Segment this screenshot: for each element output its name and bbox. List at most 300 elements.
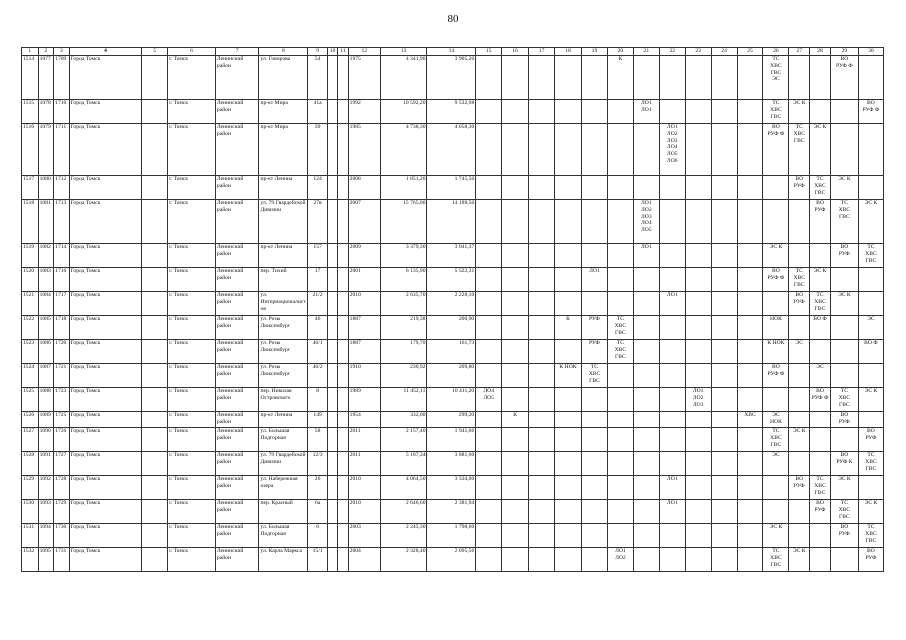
cell-col-10 xyxy=(327,268,337,292)
cell-col-13: 4 064,50 xyxy=(380,476,427,500)
cell-col-8: ул. 79 Гвардейской Дивизии xyxy=(259,452,308,476)
cell-col-13: 6 135,90 xyxy=(380,268,427,292)
cell-col-6: г. Томск xyxy=(168,524,216,548)
cell-col-2: 1079 xyxy=(38,124,54,176)
cell-col-23 xyxy=(685,292,711,316)
cell-col-11 xyxy=(338,364,348,388)
cell-col-17 xyxy=(529,500,555,524)
column-number-17: 17 xyxy=(529,48,555,56)
column-number-14: 14 xyxy=(427,48,476,56)
cell-col-4: Город Томск xyxy=(69,452,142,476)
cell-col-11 xyxy=(338,176,348,200)
cell-col-6: г. Томск xyxy=(168,200,216,244)
cell-col-16 xyxy=(502,100,529,124)
cell-col-5 xyxy=(142,476,168,500)
column-number-18: 18 xyxy=(555,48,582,56)
column-number-27: 27 xyxy=(789,48,810,56)
cell-col-14: 9 532,98 xyxy=(427,100,476,124)
cell-col-29: ТС ХВС ГВС xyxy=(830,388,858,412)
cell-col-29: ЭС К xyxy=(830,176,858,200)
cell-col-13: 2 646,60 xyxy=(380,500,427,524)
cell-col-30 xyxy=(858,292,883,316)
cell-col-21 xyxy=(633,316,659,340)
cell-col-7: Ленинский район xyxy=(215,428,259,452)
cell-col-19 xyxy=(582,244,608,268)
cell-col-29 xyxy=(830,548,858,572)
cell-col-27: ТС ХВС ГВС xyxy=(789,268,810,292)
cell-col-23 xyxy=(685,428,711,452)
cell-col-17 xyxy=(529,124,555,176)
cell-col-19 xyxy=(582,412,608,428)
cell-col-7: Ленинский район xyxy=(215,412,259,428)
column-number-28: 28 xyxy=(810,48,831,56)
cell-col-6: г. Томск xyxy=(168,176,216,200)
cell-col-18 xyxy=(555,476,582,500)
cell-col-27 xyxy=(789,364,810,388)
cell-col-23 xyxy=(685,500,711,524)
cell-col-30 xyxy=(858,476,883,500)
cell-col-8: пер. Николая Островского xyxy=(259,388,308,412)
cell-col-4: Город Томск xyxy=(69,56,142,100)
cell-col-28 xyxy=(810,524,831,548)
cell-col-21 xyxy=(633,500,659,524)
cell-col-9: 17 xyxy=(308,268,328,292)
column-number-21: 21 xyxy=(633,48,659,56)
cell-col-21 xyxy=(633,428,659,452)
cell-col-14: 2 228,10 xyxy=(427,292,476,316)
cell-col-25 xyxy=(737,548,763,572)
cell-col-5 xyxy=(142,268,168,292)
table-row xyxy=(22,388,884,412)
column-number-30: 30 xyxy=(858,48,883,56)
cell-col-6: г. Томск xyxy=(168,268,216,292)
cell-col-19 xyxy=(582,292,608,316)
register-table xyxy=(21,47,884,572)
cell-col-14: 161,73 xyxy=(427,340,476,364)
cell-col-15 xyxy=(476,100,502,124)
cell-col-28 xyxy=(810,428,831,452)
cell-col-23 xyxy=(685,100,711,124)
table-row xyxy=(22,100,884,124)
cell-col-26: ВО РУФ Ф xyxy=(763,268,789,292)
cell-col-3: 1725 xyxy=(54,412,70,428)
cell-col-5 xyxy=(142,244,168,268)
cell-col-2: 1078 xyxy=(38,100,54,124)
cell-col-18 xyxy=(555,412,582,428)
cell-col-27: ЭС К xyxy=(789,428,810,452)
cell-col-8: ул. Набережная озера xyxy=(259,476,308,500)
cell-col-2: 1083 xyxy=(38,268,54,292)
cell-col-15 xyxy=(476,412,502,428)
cell-col-30 xyxy=(858,56,883,100)
cell-col-2: 1086 xyxy=(38,340,54,364)
cell-col-19 xyxy=(582,388,608,412)
cell-col-21: ЛО1 ЛО2 ЛО3 ЛО4 ЛО5 xyxy=(633,200,659,244)
cell-col-10 xyxy=(327,452,337,476)
cell-col-16 xyxy=(502,200,529,244)
cell-col-11 xyxy=(338,124,348,176)
cell-col-26 xyxy=(763,176,789,200)
cell-col-11 xyxy=(338,452,348,476)
cell-col-12: 1985 xyxy=(348,124,380,176)
cell-col-5 xyxy=(142,452,168,476)
cell-col-10 xyxy=(327,100,337,124)
cell-col-17 xyxy=(529,268,555,292)
cell-col-6: г. Томск xyxy=(168,500,216,524)
cell-col-13: 2 328,40 xyxy=(380,548,427,572)
cell-col-4: Город Томск xyxy=(69,412,142,428)
cell-col-7: Ленинский район xyxy=(215,56,259,100)
cell-col-17 xyxy=(529,452,555,476)
cell-col-21 xyxy=(633,476,659,500)
cell-col-17 xyxy=(529,364,555,388)
cell-col-24 xyxy=(711,412,737,428)
cell-col-21 xyxy=(633,412,659,428)
cell-col-6: г. Томск xyxy=(168,428,216,452)
cell-col-30: ТС ХВС ГВС xyxy=(858,524,883,548)
table-row xyxy=(22,292,884,316)
cell-col-7: Ленинский район xyxy=(215,548,259,572)
cell-col-7: Ленинский район xyxy=(215,292,259,316)
cell-col-21 xyxy=(633,292,659,316)
cell-col-15 xyxy=(476,244,502,268)
cell-col-16 xyxy=(502,124,529,176)
cell-col-11 xyxy=(338,292,348,316)
cell-col-26 xyxy=(763,388,789,412)
cell-col-3: 1718 xyxy=(54,316,70,340)
cell-col-25 xyxy=(737,340,763,364)
cell-col-30: ТС ХВС ГВС xyxy=(858,452,883,476)
cell-col-24 xyxy=(711,452,737,476)
cell-col-29: ВО РУФ xyxy=(830,524,858,548)
cell-col-25 xyxy=(737,388,763,412)
cell-col-6: г. Томск xyxy=(168,244,216,268)
cell-col-28: ЭС К xyxy=(810,268,831,292)
column-number-20: 20 xyxy=(607,48,633,56)
cell-col-13: 230,92 xyxy=(380,364,427,388)
cell-col-11 xyxy=(338,200,348,244)
cell-col-24 xyxy=(711,388,737,412)
cell-col-11 xyxy=(338,476,348,500)
cell-col-1: 1525 xyxy=(22,388,39,412)
cell-col-11 xyxy=(338,412,348,428)
cell-col-10 xyxy=(327,316,337,340)
cell-col-29 xyxy=(830,364,858,388)
cell-col-14: 299,20 xyxy=(427,412,476,428)
cell-col-22: ЛО1 xyxy=(659,476,685,500)
cell-col-19 xyxy=(582,500,608,524)
cell-col-2: 1092 xyxy=(38,476,54,500)
cell-col-16: К xyxy=(502,412,529,428)
cell-col-12: 2007 xyxy=(348,200,380,244)
cell-col-20 xyxy=(607,452,633,476)
cell-col-16 xyxy=(502,244,529,268)
cell-col-16 xyxy=(502,452,529,476)
cell-col-27 xyxy=(789,412,810,428)
cell-col-1: 1529 xyxy=(22,476,39,500)
cell-col-1: 1519 xyxy=(22,244,39,268)
cell-col-9: 26 xyxy=(308,476,328,500)
cell-col-1: 1515 xyxy=(22,100,39,124)
cell-col-20: ЛО1 ЛО2 xyxy=(607,548,633,572)
cell-col-21: ЛО1 ЛО1 xyxy=(633,100,659,124)
cell-col-10 xyxy=(327,200,337,244)
cell-col-3: 1716 xyxy=(54,268,70,292)
cell-col-22 xyxy=(659,176,685,200)
cell-col-25 xyxy=(737,500,763,524)
cell-col-16 xyxy=(502,56,529,100)
cell-col-25 xyxy=(737,316,763,340)
cell-col-23 xyxy=(685,124,711,176)
cell-col-5 xyxy=(142,316,168,340)
cell-col-1: 1532 xyxy=(22,548,39,572)
column-number-7: 7 xyxy=(215,48,259,56)
cell-col-29 xyxy=(830,100,858,124)
cell-col-21 xyxy=(633,388,659,412)
column-number-24: 24 xyxy=(711,48,737,56)
cell-col-11 xyxy=(338,500,348,524)
cell-col-27: ВО РУФ xyxy=(789,292,810,316)
cell-col-19 xyxy=(582,548,608,572)
cell-col-28: ВО РУФ xyxy=(810,200,831,244)
cell-col-17 xyxy=(529,244,555,268)
cell-col-22 xyxy=(659,524,685,548)
cell-col-25 xyxy=(737,524,763,548)
cell-col-17 xyxy=(529,292,555,316)
cell-col-15 xyxy=(476,428,502,452)
cell-col-17 xyxy=(529,340,555,364)
cell-col-24 xyxy=(711,316,737,340)
cell-col-11 xyxy=(338,428,348,452)
cell-col-4: Город Томск xyxy=(69,100,142,124)
table-row xyxy=(22,548,884,572)
cell-col-8: пр-кт Ленина xyxy=(259,176,308,200)
column-number-5: 5 xyxy=(142,48,168,56)
cell-col-7: Ленинский район xyxy=(215,316,259,340)
cell-col-19 xyxy=(582,200,608,244)
cell-col-27 xyxy=(789,388,810,412)
cell-col-18: К xyxy=(555,316,582,340)
cell-col-5 xyxy=(142,412,168,428)
cell-col-27 xyxy=(789,316,810,340)
cell-col-1: 1520 xyxy=(22,268,39,292)
cell-col-23: ЛО1 ЛО2 ЛО3 xyxy=(685,388,711,412)
cell-col-10 xyxy=(327,56,337,100)
cell-col-29: ВО РУФ Ф xyxy=(830,56,858,100)
cell-col-27 xyxy=(789,200,810,244)
cell-col-16 xyxy=(502,476,529,500)
cell-col-3: 1713 xyxy=(54,200,70,244)
cell-col-13: 179,70 xyxy=(380,340,427,364)
cell-col-10 xyxy=(327,476,337,500)
column-number-2: 2 xyxy=(38,48,54,56)
cell-col-15 xyxy=(476,340,502,364)
cell-col-29: ВО РУФ xyxy=(830,412,858,428)
cell-col-24 xyxy=(711,56,737,100)
cell-col-28: ВО Ф xyxy=(810,316,831,340)
cell-col-14: 2 095,56 xyxy=(427,548,476,572)
cell-col-16 xyxy=(502,364,529,388)
cell-col-3: 1721 xyxy=(54,364,70,388)
cell-col-7: Ленинский район xyxy=(215,388,259,412)
cell-col-3: 1723 xyxy=(54,388,70,412)
cell-col-13: 219,38 xyxy=(380,316,427,340)
cell-col-27: ВО РУФ xyxy=(789,476,810,500)
cell-col-12: 2008 xyxy=(348,176,380,200)
cell-col-24 xyxy=(711,292,737,316)
cell-col-14: 4 058,30 xyxy=(427,124,476,176)
cell-col-4: Город Томск xyxy=(69,428,142,452)
cell-col-13: 4 341,90 xyxy=(380,56,427,100)
cell-col-3: 1714 xyxy=(54,244,70,268)
cell-col-16 xyxy=(502,500,529,524)
cell-col-1: 1517 xyxy=(22,176,39,200)
cell-col-15 xyxy=(476,268,502,292)
cell-col-6: г. Томск xyxy=(168,452,216,476)
cell-col-5 xyxy=(142,388,168,412)
cell-col-23 xyxy=(685,268,711,292)
cell-col-26: К НОК xyxy=(763,340,789,364)
cell-col-19: ЛО1 xyxy=(582,268,608,292)
cell-col-22: ЛО1 xyxy=(659,500,685,524)
cell-col-29 xyxy=(830,268,858,292)
cell-col-5 xyxy=(142,548,168,572)
cell-col-3: 1728 xyxy=(54,476,70,500)
cell-col-30 xyxy=(858,176,883,200)
cell-col-18 xyxy=(555,500,582,524)
cell-col-4: Город Томск xyxy=(69,524,142,548)
cell-col-9: 46/2 xyxy=(308,364,328,388)
cell-col-21 xyxy=(633,268,659,292)
cell-col-10 xyxy=(327,244,337,268)
cell-col-15: ЛО4 ЛО5 xyxy=(476,388,502,412)
cell-col-7: Ленинский район xyxy=(215,268,259,292)
cell-col-12: 2011 xyxy=(348,452,380,476)
cell-col-30: ЭС К xyxy=(858,200,883,244)
table-row xyxy=(22,340,884,364)
column-number-8: 8 xyxy=(259,48,308,56)
cell-col-21 xyxy=(633,452,659,476)
cell-col-19 xyxy=(582,100,608,124)
cell-col-20 xyxy=(607,244,633,268)
cell-col-19: РУФ xyxy=(582,316,608,340)
cell-col-10 xyxy=(327,340,337,364)
cell-col-26: НОК xyxy=(763,316,789,340)
cell-col-28 xyxy=(810,100,831,124)
cell-col-1: 1518 xyxy=(22,200,39,244)
cell-col-15 xyxy=(476,176,502,200)
cell-col-22 xyxy=(659,244,685,268)
cell-col-27 xyxy=(789,244,810,268)
cell-col-2: 1081 xyxy=(38,200,54,244)
cell-col-19 xyxy=(582,452,608,476)
cell-col-20 xyxy=(607,364,633,388)
cell-col-7: Ленинский район xyxy=(215,124,259,176)
cell-col-21 xyxy=(633,524,659,548)
cell-col-25 xyxy=(737,476,763,500)
cell-col-28 xyxy=(810,56,831,100)
cell-col-17 xyxy=(529,316,555,340)
cell-col-24 xyxy=(711,524,737,548)
cell-col-16 xyxy=(502,524,529,548)
table-row xyxy=(22,452,884,476)
column-number-22: 22 xyxy=(659,48,685,56)
cell-col-21 xyxy=(633,176,659,200)
cell-col-9: 41а xyxy=(308,100,328,124)
cell-col-15 xyxy=(476,364,502,388)
cell-col-9: 46/1 xyxy=(308,340,328,364)
cell-col-3: 1730 xyxy=(54,524,70,548)
cell-col-10 xyxy=(327,428,337,452)
cell-col-24 xyxy=(711,476,737,500)
cell-col-16 xyxy=(502,176,529,200)
column-number-26: 26 xyxy=(763,48,789,56)
cell-col-29: ТС ХВС ГВС xyxy=(830,200,858,244)
cell-col-8: пр-кт Мира xyxy=(259,100,308,124)
cell-col-7: Ленинский район xyxy=(215,476,259,500)
cell-col-7: Ленинский район xyxy=(215,452,259,476)
cell-col-4: Город Томск xyxy=(69,500,142,524)
cell-col-22 xyxy=(659,412,685,428)
cell-col-2: 1082 xyxy=(38,244,54,268)
cell-col-3: 1717 xyxy=(54,292,70,316)
cell-col-12: 2009 xyxy=(348,244,380,268)
cell-col-13: 2 245,30 xyxy=(380,524,427,548)
cell-col-14: 14 188,50 xyxy=(427,200,476,244)
cell-col-10 xyxy=(327,124,337,176)
cell-col-25 xyxy=(737,268,763,292)
cell-col-28 xyxy=(810,412,831,428)
page-number: 80 xyxy=(447,13,459,25)
cell-col-18 xyxy=(555,340,582,364)
cell-col-20 xyxy=(607,292,633,316)
cell-col-16 xyxy=(502,316,529,340)
cell-col-6: г. Томск xyxy=(168,340,216,364)
cell-col-28 xyxy=(810,244,831,268)
cell-col-8: ул. Розы Люксембург xyxy=(259,316,308,340)
cell-col-25 xyxy=(737,244,763,268)
cell-col-3: 1726 xyxy=(54,428,70,452)
cell-col-15 xyxy=(476,452,502,476)
cell-col-16 xyxy=(502,340,529,364)
cell-col-9: 8 xyxy=(308,388,328,412)
cell-col-13: 10 592,20 xyxy=(380,100,427,124)
cell-col-14: 1 745,50 xyxy=(427,176,476,200)
cell-col-29 xyxy=(830,428,858,452)
cell-col-30 xyxy=(858,412,883,428)
cell-col-1: 1527 xyxy=(22,428,39,452)
cell-col-18 xyxy=(555,428,582,452)
cell-col-3: 1711 xyxy=(54,124,70,176)
cell-col-13: 2 157,40 xyxy=(380,428,427,452)
cell-col-29 xyxy=(830,124,858,176)
cell-col-23 xyxy=(685,316,711,340)
cell-col-26 xyxy=(763,476,789,500)
cell-col-28: ВО РУФ Ф xyxy=(810,388,831,412)
cell-col-11 xyxy=(338,316,348,340)
cell-col-15 xyxy=(476,476,502,500)
cell-col-2: 1094 xyxy=(38,524,54,548)
cell-col-28: ТС ХВС ГВС xyxy=(810,292,831,316)
cell-col-8: пр-кт Мира xyxy=(259,124,308,176)
column-number-11: 11 xyxy=(338,48,348,56)
cell-col-2: 1089 xyxy=(38,412,54,428)
cell-col-8: ул. Большая Подгорная xyxy=(259,428,308,452)
column-number-4: 4 xyxy=(69,48,142,56)
column-number-row xyxy=(22,48,884,56)
cell-col-10 xyxy=(327,388,337,412)
cell-col-4: Город Томск xyxy=(69,268,142,292)
